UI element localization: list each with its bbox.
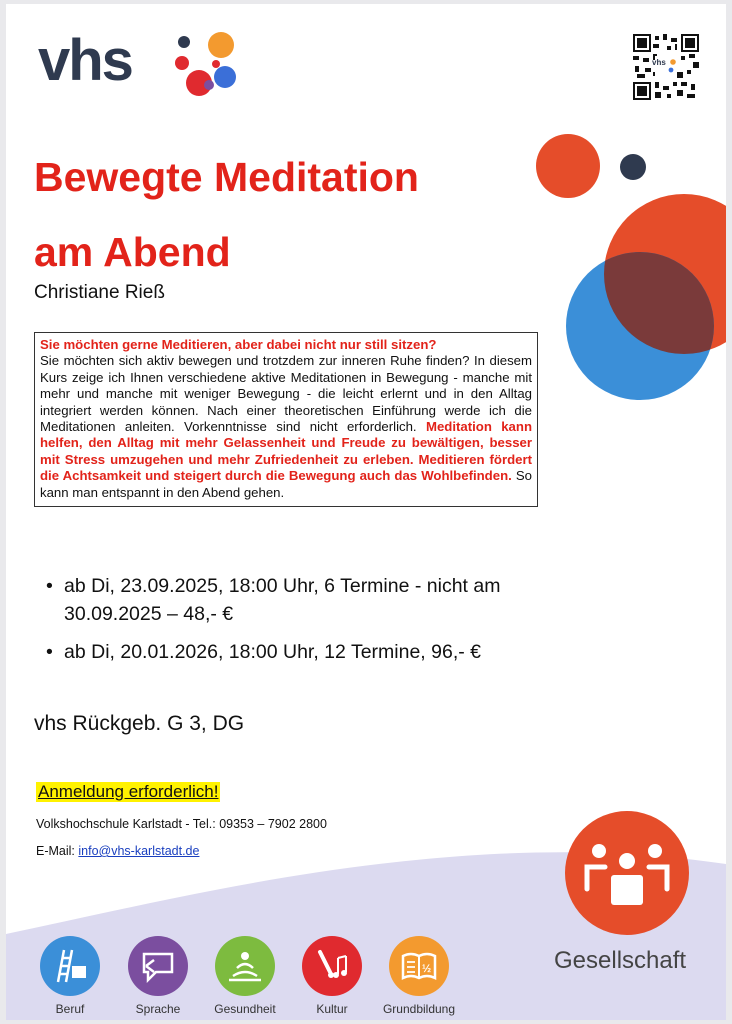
- svg-text:½: ½: [422, 963, 432, 975]
- course-dates-list: [46, 572, 506, 676]
- brush-music-icon: [312, 946, 352, 986]
- contact-phone: Volkshochschule Karlstadt - Tel.: 09353 – 7902 2800: [36, 817, 327, 831]
- title-line-1: Bewegte Meditation: [34, 154, 419, 200]
- date-text: ab Di, 20.01.2026, 18:00 Uhr, 12 Termine, 96,- €: [64, 641, 481, 663]
- category-grundbildung[interactable]: [389, 936, 449, 996]
- category-label: Kultur: [316, 1002, 348, 1016]
- title-line-2: am Abend: [34, 229, 231, 275]
- author-name: Christiane Rieß: [34, 282, 165, 303]
- logo-dot: [178, 36, 190, 48]
- gesellschaft-label: Gesellschaft: [554, 947, 687, 974]
- email-label: E-Mail:: [36, 844, 79, 858]
- description-highlight: Meditation kann helfen, den Alltag mit mehr Gelassenheit und Freude zu bewältigen, besser mit Stress umzugehen und mehr Zufriedenheit zu erleben. Meditieren fördert die Achtsamkeit und steigert durch die Bewegung auch das Wohlbefinden.: [40, 419, 533, 484]
- list-item: [46, 638, 506, 666]
- people-group-icon: [565, 811, 689, 935]
- book-half-icon: [399, 946, 439, 986]
- logo-dot: [204, 80, 214, 90]
- logo-dot: [175, 56, 189, 70]
- category-label: Beruf: [55, 1002, 85, 1016]
- category-label: Gesundheit: [214, 1002, 276, 1016]
- bullet: •: [46, 641, 53, 663]
- deco-overlap-circles: [554, 164, 726, 424]
- logo-dot: [208, 32, 234, 58]
- course-location: vhs Rückgeb. G 3, DG: [34, 712, 245, 735]
- category-beruf[interactable]: [40, 936, 100, 996]
- logo-text: vhs: [38, 28, 132, 93]
- description-closing: So kann man entspannt in den Abend gehen.: [40, 468, 532, 500]
- category-sprache[interactable]: [128, 936, 188, 996]
- qr-code: [633, 34, 699, 100]
- description-body: Sie möchten sich aktiv bewegen und trotzdem zur inneren Ruhe finden? In diesem Kurs zeige ich Ihnen verschiedene aktive Meditationen in Bewegung - manche mit mehr und manche mit weniger Bewegung - die leicht erlernt und in den Alltag integriert werden können. Nach einer theoretischen Einführung werde ich die Meditationen anleiten. Vorkenntnisse sind nicht erforderlich.: [40, 353, 532, 435]
- gesellschaft-badge: [565, 811, 689, 935]
- meditation-person-icon: [225, 946, 265, 986]
- bullet: •: [46, 575, 53, 597]
- logo-dot: [214, 66, 236, 88]
- description-intro: Sie möchten gerne Meditieren, aber dabei nicht nur still sitzen?: [40, 337, 437, 352]
- ladder-briefcase-icon: [50, 946, 90, 986]
- flyer-page: [6, 4, 726, 1020]
- category-gesundheit[interactable]: [215, 936, 275, 996]
- qr-vhs-label: vhs: [652, 58, 666, 67]
- date-text: ab Di, 23.09.2025, 18:00 Uhr, 6 Termine - nicht am 30.09.2025 – 48,- €: [64, 575, 501, 625]
- speech-bubble-icon: [138, 946, 178, 986]
- email-link[interactable]: info@vhs-karlstadt.de: [78, 844, 200, 858]
- category-label: Grundbildung: [382, 1002, 456, 1016]
- category-label: Sprache: [135, 1002, 181, 1016]
- logo-dot: [212, 60, 220, 68]
- category-kultur[interactable]: [302, 936, 362, 996]
- contact-email-line: [36, 844, 199, 858]
- list-item: [46, 572, 506, 628]
- page-title: [34, 140, 534, 290]
- description-box: [34, 332, 538, 507]
- registration-notice: Anmeldung erforderlich!: [38, 782, 219, 801]
